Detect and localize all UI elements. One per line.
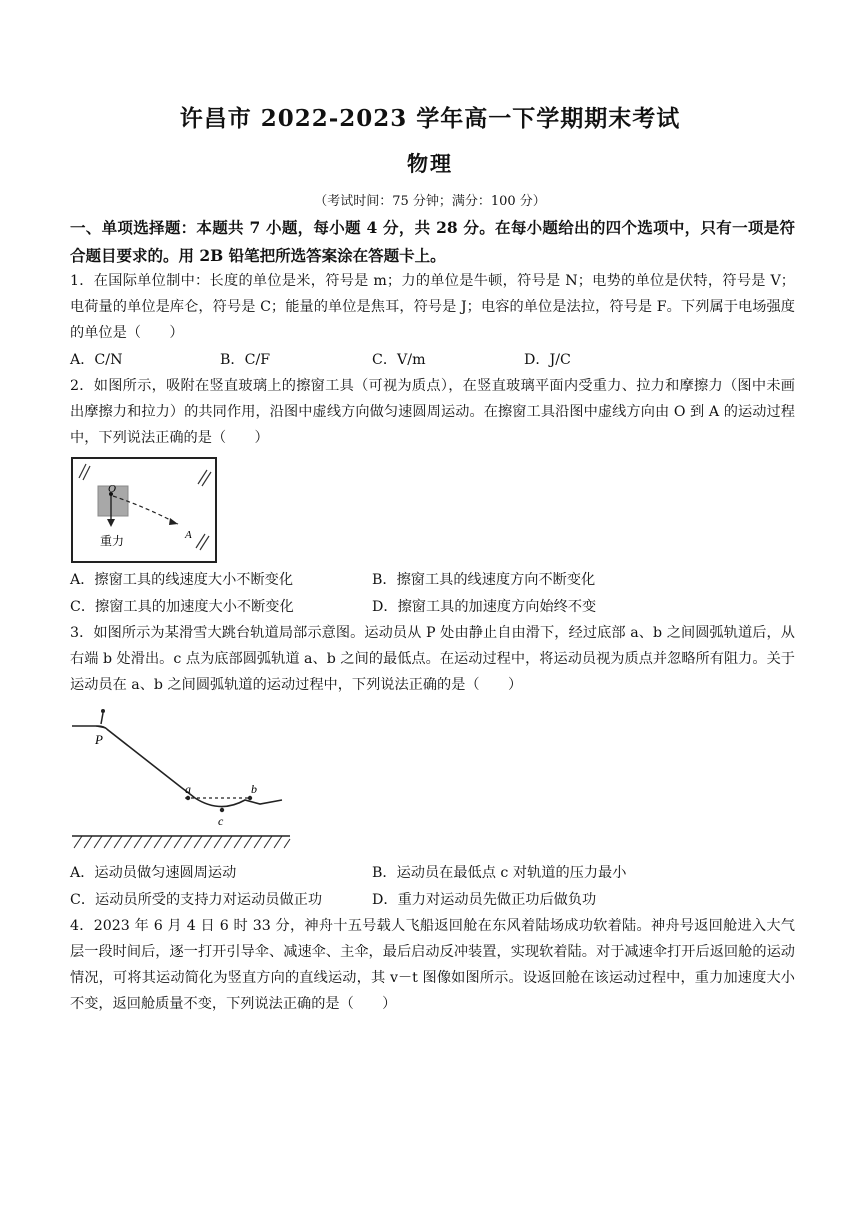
- label-a: a: [185, 782, 191, 796]
- question-1-options: [70, 347, 795, 373]
- option-b: B．C/F: [220, 352, 271, 368]
- option-d: D．擦窗工具的加速度方向始终不变: [372, 599, 597, 615]
- question-1-text: 1．在国际单位制中：长度的单位是米，符号是 m；力的单位是牛顿，符号是 N；电势的单位是伏特，符号是 V；电荷量的单位是库仑，符号是 C；能量的单位是焦耳，符号是 J；电容的单位是法拉，符号是 F。下列属于电场强度的单位是（ ）: [70, 273, 795, 341]
- option-a: A．擦窗工具的线速度大小不断变化: [70, 572, 294, 588]
- option-c: C．V/m: [372, 352, 426, 368]
- question-2-options-row2: [70, 594, 795, 620]
- option-d: D．重力对运动员先做正功后做负功: [372, 892, 597, 908]
- exam-title: 许昌市 2022-2023 学年高一下学期期末考试: [179, 105, 681, 132]
- option-a: A．运动员做匀速圆周运动: [70, 865, 237, 881]
- label-gravity: 重力: [100, 534, 125, 548]
- question-2-options-row1: [70, 567, 795, 593]
- question-4-text: 4．2023 年 6 月 4 日 6 时 33 分，神舟十五号载人飞船返回舱在东风着陆场成功软着陆。神舟号返回舱进入大气层一段时间后，逐一打开引导伞、减速伞、主伞，最后启动反冲装置，实现软着陆。对于减速伞打开后返回舱的运动情况，可将其运动简化为竖直方向的直线运动，其 v－t 图像如图所示。设返回舱在该运动过程中，重力加速度大小不变，返回舱质量不变，下列说法正确的是（ ）: [70, 918, 795, 1012]
- option-c: C．运动员所受的支持力对运动员做正功: [70, 892, 323, 908]
- option-d: D．J/C: [524, 352, 571, 368]
- question-3-text: 3．如图所示为某滑雪大跳台轨道局部示意图。运动员从 P 处由静止自由滑下，经过底部 a、b 之间圆弧轨道后，从右端 b 处滑出。c 点为底部圆弧轨道 a、b 之间的最低点。在运动过程中，将运动员视为质点并忽略所有阻力。关于运动员在 a、b 之间圆弧轨道的运动过程中，下列说法正确的是（ ）: [70, 625, 795, 693]
- exam-subject: 物理: [407, 151, 453, 176]
- question-2-text: 2．如图所示，吸附在竖直玻璃上的擦窗工具（可视为质点），在竖直玻璃平面内受重力、拉力和摩擦力（图中未画出摩擦力和拉力）的共同作用，沿图中虚线方向做匀速圆周运动。在擦窗工具沿图中虚线方向由 O 到 A 的运动过程中，下列说法正确的是（ ）: [70, 378, 795, 446]
- option-c: C．擦窗工具的加速度大小不断变化: [70, 599, 294, 615]
- label-o: O: [108, 483, 116, 495]
- option-b: B．运动员在最低点 c 对轨道的压力最小: [372, 865, 627, 881]
- window-cleaner-figure: [70, 456, 220, 564]
- label-c: c: [218, 814, 224, 828]
- ski-jump-figure: [70, 702, 295, 850]
- option-b: B．擦窗工具的线速度方向不断变化: [372, 572, 596, 588]
- option-a: A．C/N: [70, 352, 123, 368]
- section-heading: 一、单项选择题：本题共 7 小题，每小题 4 分，共 28 分。在每小题给出的四个选项中，只有一项是符合题目要求的。用 2B 铅笔把所选答案涂在答题卡上。: [70, 218, 795, 265]
- exam-info: （考试时间：75 分钟；满分：100 分）: [314, 194, 546, 209]
- label-a: A: [185, 529, 192, 541]
- question-3-options-row1: [70, 860, 795, 886]
- question-3-options-row2: [70, 887, 795, 913]
- label-p: P: [95, 732, 103, 747]
- label-b: b: [251, 782, 257, 796]
